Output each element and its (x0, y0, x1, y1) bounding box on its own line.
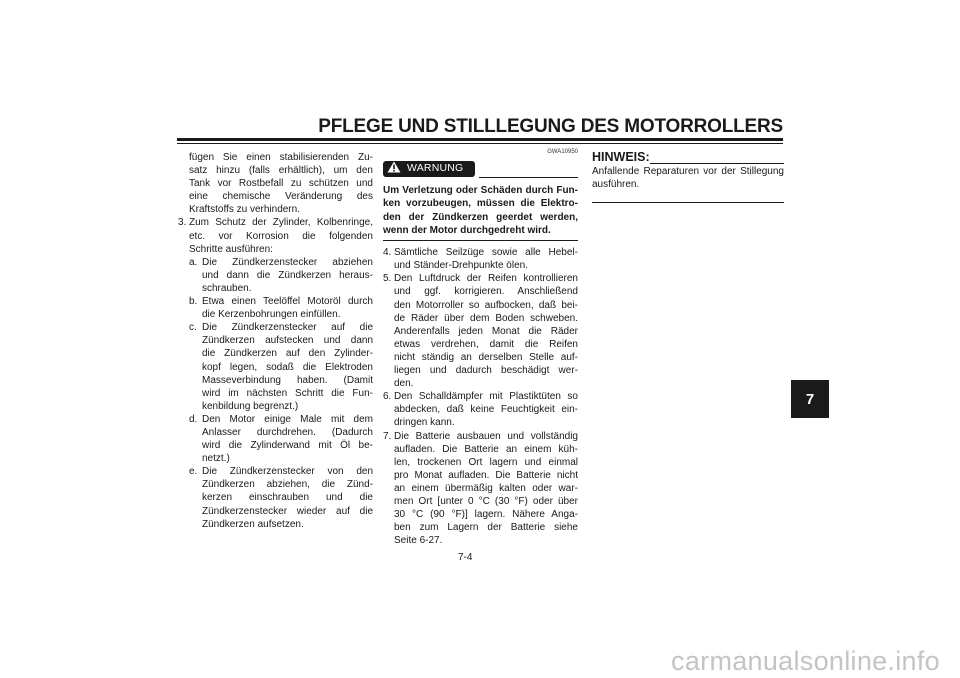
text-line: die Zündkerzen auf den Zylinder- (202, 348, 373, 360)
text-line: wird die Zylinderwand mit Öl be- (202, 440, 373, 452)
warning-text (383, 184, 578, 237)
text-line: und ggf. korrigieren. Anschließend (394, 286, 578, 298)
text-line: Masseverbindung haben. (Damit (202, 374, 373, 386)
sub-item-c (178, 321, 373, 413)
item-number: 4. (383, 247, 392, 259)
text-line: und dann die Zündkerzen heraus- (202, 269, 373, 281)
text-line: Anfallende Reparaturen vor der Stillegung (592, 166, 784, 177)
hinweis-bottom-rule (592, 202, 784, 203)
sub-item-e (178, 465, 373, 530)
sub-item-b (178, 295, 373, 321)
text-line: den. (394, 378, 414, 390)
list-item-6 (383, 390, 578, 429)
warning-header (383, 159, 578, 181)
text-line: fügen Sie einen stabilisierenden Zu- (189, 152, 373, 163)
text-line: etc. vor Korrosion die folgenden (189, 230, 373, 242)
chapter-tab: 7 (791, 380, 829, 418)
text-line: aufladen. Die Batterie an einem küh- (394, 443, 578, 455)
text-line: Zündkerzen aufsetzen. (202, 518, 304, 530)
text-line: Zündkerzen abziehen, die Zünd- (202, 479, 373, 491)
title-rule-thick (177, 138, 783, 141)
column-right (592, 151, 784, 203)
warning-header-rule (479, 177, 578, 178)
text-line: eine chemische Veränderung des (189, 191, 373, 203)
sub-item-letter: d. (189, 413, 198, 425)
text-line: den der Zündkerzen geerdet werden, (383, 211, 578, 223)
page-number: 7-4 (458, 552, 473, 563)
hinweis-header-rule (650, 163, 784, 164)
text-line: Schritte ausführen: (189, 243, 273, 255)
text-line: schrauben. (202, 282, 252, 294)
text-line: Seite 6-27. (394, 535, 443, 547)
text-line: satz hinzu (falls erhältlich), um den (189, 165, 373, 177)
text-line: Tank vor Rostbefall zu schützen und (189, 178, 373, 190)
text-line: Zündkerzenstecker wieder auf die (202, 505, 373, 517)
warning-label: WARNUNG (407, 162, 464, 175)
text-line: Den Motor einige Male mit dem (202, 413, 373, 425)
sub-item-letter: e. (189, 466, 198, 478)
text-line: etwas verdrehen, damit die Reifen (394, 338, 578, 350)
column-middle (383, 147, 578, 547)
text-line: an einem übermäßig kalten oder war- (394, 482, 578, 494)
text-line: Die Zündkerzenstecker von den (202, 466, 373, 478)
warning-code: GWA10950 (547, 149, 578, 155)
text-line: ken vorzubeugen, müssen die Elektro- (383, 198, 578, 210)
hinweis-header (592, 151, 784, 165)
text-line: netzt.) (202, 453, 230, 465)
watermark: carmanualsonline.info (671, 646, 940, 676)
text-line: dringen kann. (394, 417, 455, 429)
text-line: wenn der Motor durchgedreht wird. (383, 224, 551, 236)
text-line: Den Schalldämpfer mit Plastiktüten so (394, 391, 578, 403)
item-2-continuation (178, 151, 373, 216)
text-line: Die Batterie ausbauen und vollständig (394, 430, 578, 442)
text-line: die Kerzenbohrungen einfüllen. (202, 309, 341, 321)
title-rule-thin (177, 143, 783, 144)
sub-item-d (178, 413, 373, 465)
text-line: wird im nächsten Schritt die Fun- (202, 387, 373, 399)
text-line: den Motorroller so aufbocken, daß bei- (394, 299, 578, 311)
text-line: Den Luftdruck der Reifen kontrollieren (394, 273, 578, 285)
text-line: Zum Schutz der Zylinder, Kolbenringe, (189, 217, 373, 229)
text-line: len, trockenen Ort lagern und einmal (394, 456, 578, 468)
text-line: Die Zündkerzenstecker abziehen (202, 256, 373, 268)
text-line: kenbildung begrenzt.) (202, 400, 299, 412)
text-line: abdecken, daß keine Feuchtigkeit ein- (394, 404, 578, 416)
warning-bottom-rule (383, 240, 578, 241)
text-line: ausführen. (592, 179, 640, 191)
text-line: men Ort [unter 0 °C (30 °F) oder über (394, 495, 578, 507)
text-line: kopf legen, sodaß die Elektroden (202, 361, 373, 373)
text-line: pro Monat aufladen. Die Batterie nicht (394, 469, 578, 481)
sub-item-letter: a. (189, 256, 198, 268)
list-item-3 (178, 216, 373, 255)
page-title: PFLEGE UND STILLLEGUNG DES MOTORROLLERS (318, 116, 783, 137)
item-number: 7. (383, 430, 392, 442)
text-line: Anderenfalls jeden Monat die Räder (394, 325, 578, 337)
list-item-5 (383, 272, 578, 390)
text-line: Kraftstoffs zu verhindern. (189, 204, 300, 216)
sub-item-a (178, 256, 373, 295)
item-number: 3. (178, 217, 187, 229)
text-line: kerzen einschrauben und die (202, 492, 373, 504)
list-item-4 (383, 246, 578, 272)
text-line: Zündkerzen aufstecken und dann (202, 335, 373, 347)
column-left (178, 151, 373, 531)
text-line: 30 °C (90 °F)] lagern. Nähere Anga- (394, 509, 578, 521)
text-line: ben zum Lagern der Batterie siehe (394, 522, 578, 534)
list-item-7 (383, 430, 578, 548)
text-line: Etwa einen Teelöffel Motoröl durch (202, 296, 373, 308)
item-number: 6. (383, 391, 392, 403)
text-line: Um Verletzung oder Schäden durch Fun- (383, 185, 578, 196)
text-line: Anlasser durchdrehen. (Dadurch (202, 426, 373, 438)
text-line: und Ständer-Drehpunkte ölen. (394, 260, 528, 272)
sub-item-letter: b. (189, 296, 198, 308)
text-line: Die Zündkerzenstecker auf die (202, 322, 373, 334)
text-line: nicht ständig an derselben Stelle auf- (394, 351, 578, 363)
warning-triangle-icon (383, 161, 401, 177)
sub-item-letter: c. (189, 322, 197, 334)
item-number: 5. (383, 273, 392, 285)
hinweis-text (592, 165, 784, 191)
text-line: liegen und dadurch beschädigt wer- (394, 365, 578, 377)
text-line: de Räder über dem Boden schweben. (394, 312, 578, 324)
warning-badge (383, 161, 475, 177)
hinweis-label: HINWEIS: (592, 150, 650, 164)
text-line: Sämtliche Seilzüge sowie alle Hebel- (394, 247, 578, 259)
